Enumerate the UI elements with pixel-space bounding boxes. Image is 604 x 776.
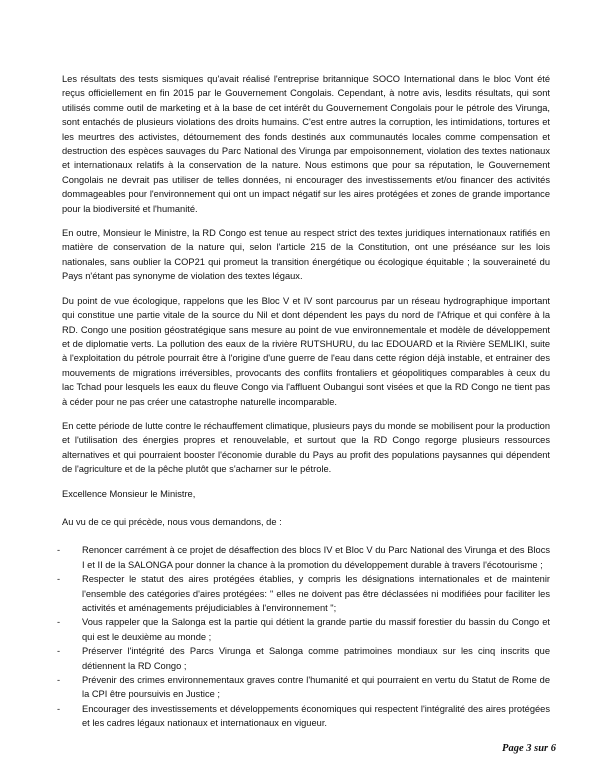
paragraph-ecological-view: Du point de vue écologique, rappelons que les Bloc V et IV sont parcourus par un réseau hydrographique important qui constitue une partie vitale de la source du Nil et dont dépendent les pays du nord de l'Afrique et qui confère à la RD. Congo une position géostratégique sans mesure au point de vue environnementale et modèle de développement et de diplomatie verts. La pollution des eaux de la rivière RUTSHURU, du lac EDOUARD et la Rivière SEMLIKI, suite à l'exploitation du pétrole pourrait être à l'origine d'une guerre de l'eau dans cette région déjà instable, et entrainer des mouvements de migrations irréversibles, provocants des conflits frontaliers et géopolitiques comparables à ceux du lac Tchad pour lesquels les eaux du fleuve Congo via l'affluent Oubangui sont visées et que la RD Congo ne tient pas à céder pour ne pas créer une catastrophe naturelle incomparable. [62, 295, 550, 407]
page-number: Page 3 sur 6 [502, 743, 556, 754]
bullet-dash: - [57, 703, 61, 714]
bullet-dash: - [57, 545, 61, 556]
request-intro: Au vu de ce qui précède, nous vous demandons, de : [62, 516, 282, 527]
list-item: - Vous rappeler que la Salonga est la partie qui détient la grande partie du massif forestier du bassin du Congo et qui est le deuxième au monde ; [57, 617, 550, 642]
bullet-dash: - [57, 646, 61, 657]
list-item: - Préserver l'intégrité des Parcs Virunga et Salonga comme patrimoines mondiaux sur les cinq inscrits que détiennent la RD Congo ; [57, 646, 550, 671]
list-item: - Encourager des investissements et développements économiques qui respectent l'intégralité des aires protégées et les cadres légaux nationaux et internationaux en vigueur. [57, 703, 550, 729]
list-item: - Respecter le statut des aires protégées établies, y compris les désignations internationales et de maintenir l'ensemble des catégories d'aires protégées: '' elles ne doivent pas être déclassées ni modifiées pour faciliter les activités et aménagements préjudiciables à l'environnement "; [57, 574, 550, 613]
request-list [57, 543, 550, 730]
paragraph-seismic-results: Les résultats des tests sismiques qu'avait réalisé l'entreprise britannique SOCO International dans le bloc Vont été reçus officiellement en fin 2015 par le Gouvernement Congolais. Cependant, à notre avis, lesdits résultats, qui sont utilisés comme outil de marketing et à la base de cet intérêt du Gouvernement Congolais pour le pétrole des Virunga, sont entachés de plusieurs violations des droits humains. C'est entre autres la corruption, les intimidations, tortures et les meurtres des activistes, détournement des fonds destinés aux communautés locales comme compensation et destruction des espèces sauvages du Parc National des Virunga par empoisonnement, violation des textes nationaux et internationaux relatifs à la conservation de la nature. Nous estimons que pour sa réputation, le Gouvernement Congolais ne devrait pas utiliser de telles données, ni encourager des investissements et/ou financer des activités dommageables pour l'environnement qui ont un impact négatif sur les aires protégées et zones de grande importance pour la biodiversité et l'humanité. [62, 74, 550, 214]
paragraph-legal-obligations: En outre, Monsieur le Ministre, la RD Congo est tenue au respect strict des textes juridiques internationaux ratifiés en matière de conservation de la nature qui, selon l'article 215 de la Constitution, ont une préséance sur les lois nationales, sans oublier la COP21 qui promeut la transition énergétique ou écologique équitable ; la souveraineté du Pays n'étant pas synonyme de violation des textes légaux. [62, 228, 550, 282]
bullet-dash: - [57, 574, 61, 585]
list-item: - Prévenir des crimes environnementaux graves contre l'humanité et qui pourraient en vertu du Statut de Rome de la CPI être poursuivis en Justice ; [57, 675, 550, 700]
bullet-dash: - [57, 675, 61, 686]
list-item: - Renoncer carrément à ce projet de désaffection des blocs IV et Bloc V du Parc National des Virunga et des Blocs I et II de la SALONGA pour donner la chance à la promotion du développement durable à travers l'écotourisme ; [57, 545, 550, 570]
paragraph-climate-change: En cette période de lutte contre le réchauffement climatique, plusieurs pays du monde se mobilisent pour la production et l'utilisation des énergies propres et renouvelable, et surtout que la RD Congo regorge plusieurs ressources alternatives et qui pourraient booster l'économie durable du Pays au profit des populations paysannes qui dépendent de l'agriculture et de la pêche plutôt que s'acharner sur le pétrole. [62, 420, 550, 475]
bullet-dash: - [57, 617, 61, 628]
salutation: Excellence Monsieur le Ministre, [62, 488, 196, 499]
